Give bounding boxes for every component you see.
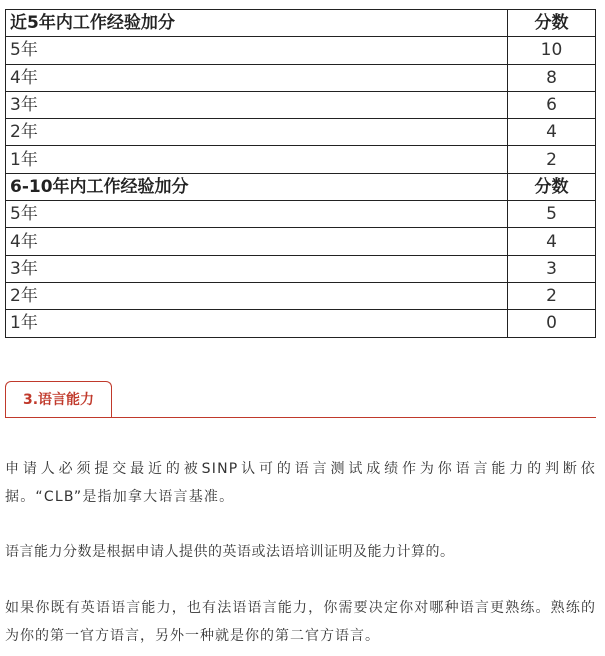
score-cell: 0 — [508, 310, 596, 337]
score-cell: 3 — [508, 255, 596, 282]
section2-header: 6-10年内工作经验加分 — [6, 173, 508, 200]
section2-score-header: 分数 — [508, 173, 596, 200]
years-cell: 1年 — [6, 146, 508, 173]
years-cell: 3年 — [6, 255, 508, 282]
work-experience-score-table — [5, 9, 596, 338]
table-header-row — [6, 173, 596, 200]
table-row — [6, 119, 596, 146]
years-cell: 3年 — [6, 91, 508, 118]
score-cell: 4 — [508, 228, 596, 255]
table-row — [6, 228, 596, 255]
table-row — [6, 282, 596, 309]
score-cell: 10 — [508, 37, 596, 64]
years-cell: 4年 — [6, 64, 508, 91]
years-cell: 2年 — [6, 119, 508, 146]
paragraph: 语言能力分数是根据申请人提供的英语或法语培训证明及能力计算的。 — [5, 544, 455, 560]
years-cell: 5年 — [6, 37, 508, 64]
table-row — [6, 201, 596, 228]
score-cell: 5 — [508, 201, 596, 228]
table-row — [6, 310, 596, 337]
table-row — [6, 146, 596, 173]
table-row — [6, 255, 596, 282]
years-cell: 2年 — [6, 282, 508, 309]
years-cell: 5年 — [6, 201, 508, 228]
section-title: 3.语言能力 — [5, 381, 112, 417]
paragraph: 申请人必须提交最近的被SINP认可的语言测试成绩作为你语言能力的判断依据。“CLB”是指加拿大语言基准。 — [5, 461, 596, 505]
section1-score-header: 分数 — [508, 10, 596, 37]
score-cell: 2 — [508, 282, 596, 309]
paragraph: 如果你既有英语语言能力，也有法语语言能力，你需要决定你对哪种语言更熟练。熟练的为你的第一官方语言，另外一种就是你的第二官方语言。 — [5, 600, 596, 644]
score-cell: 2 — [508, 146, 596, 173]
score-cell: 6 — [508, 91, 596, 118]
table-row — [6, 91, 596, 118]
years-cell: 4年 — [6, 228, 508, 255]
table-row — [6, 37, 596, 64]
years-cell: 1年 — [6, 310, 508, 337]
table-row — [6, 64, 596, 91]
section-divider — [5, 417, 596, 418]
score-cell: 8 — [508, 64, 596, 91]
section1-header: 近5年内工作经验加分 — [6, 10, 508, 37]
table-header-row — [6, 10, 596, 37]
section-heading — [5, 381, 596, 419]
score-cell: 4 — [508, 119, 596, 146]
